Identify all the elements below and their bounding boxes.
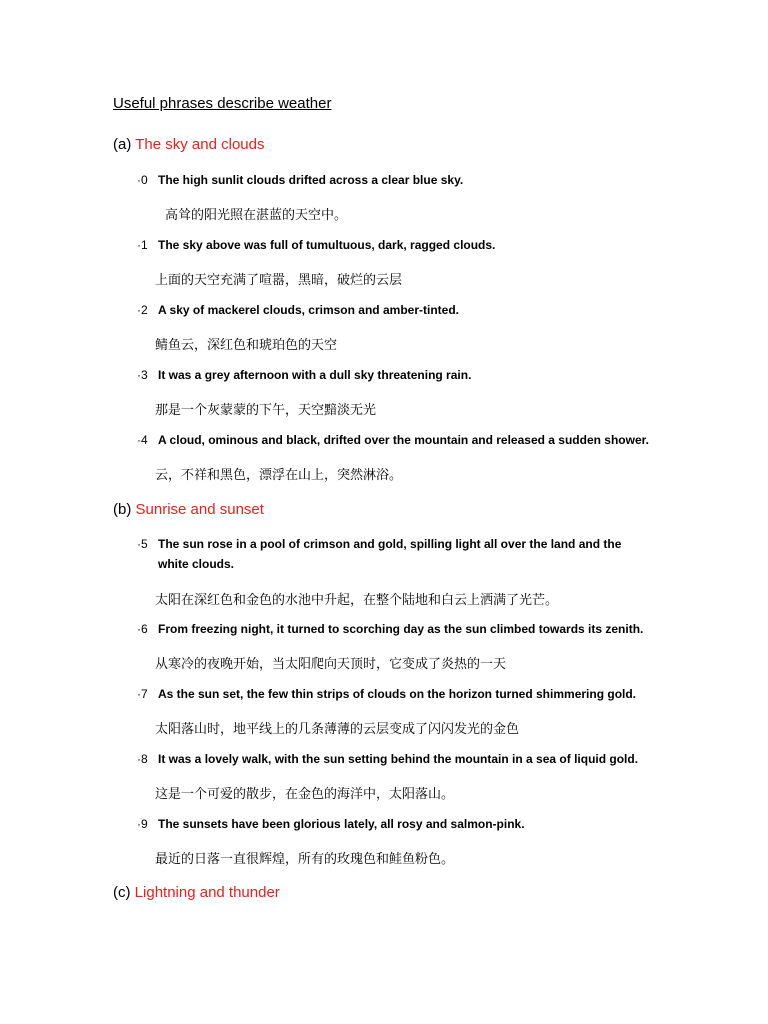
item-chinese: 这是一个可爱的散步，在金色的海洋中，太阳落山。 — [155, 787, 455, 802]
item-number: ·0 — [137, 173, 148, 187]
item-english: A cloud, ominous and black, drifted over the mountain and released a sudden shower. — [158, 433, 649, 447]
document-title: Useful phrases describe weather — [113, 95, 332, 112]
item-chinese: 那是一个灰蒙蒙的下午，天空黯淡无光 — [155, 403, 377, 418]
section-letter: (a) — [113, 136, 132, 153]
item-english: As the sun set, the few thin strips of clouds on the horizon turned shimmering gold. — [158, 687, 637, 701]
item-english: The sunsets have been glorious lately, all rosy and salmon-pink. — [158, 817, 525, 831]
item-number: ·3 — [137, 368, 148, 382]
section-letter: (c) — [113, 884, 131, 901]
section-name: The sky and clouds — [135, 136, 265, 153]
section-heading-a — [113, 136, 265, 153]
item-english: The sky above was full of tumultuous, dark, ragged clouds. — [158, 238, 496, 252]
item-number: ·9 — [137, 817, 148, 831]
item-chinese: 云，不祥和黑色，漂浮在山上，突然淋浴。 — [155, 468, 403, 483]
item-chinese: 上面的天空充满了喧嚣，黑暗，破烂的云层 — [155, 273, 403, 288]
section-letter: (b) — [113, 501, 132, 518]
item-number: ·6 — [137, 622, 148, 636]
item-chinese: 太阳落山时，地平线上的几条薄薄的云层变成了闪闪发光的金色 — [155, 722, 520, 737]
item-number: ·2 — [137, 303, 148, 317]
item-number: ·5 — [137, 537, 148, 551]
item-chinese: 最近的日落一直很辉煌，所有的玫瑰色和鲑鱼粉色。 — [155, 852, 455, 867]
item-number: ·4 — [137, 433, 148, 447]
item-chinese: 高耸的阳光照在湛蓝的天空中。 — [165, 208, 348, 223]
item-number: ·7 — [137, 687, 148, 701]
item-english: The sun rose in a pool of crimson and gold, spilling light all over the land and the white clouds. — [158, 537, 622, 571]
section-heading-c — [113, 884, 280, 901]
item-chinese: 鲭鱼云，深红色和琥珀色的天空 — [155, 338, 338, 353]
item-english: From freezing night, it turned to scorching day as the sun climbed towards its zenith. — [158, 622, 644, 636]
item-number: ·8 — [137, 752, 148, 766]
section-heading-b — [113, 501, 264, 518]
item-english: It was a lovely walk, with the sun setting behind the mountain in a sea of liquid gold. — [158, 752, 639, 766]
item-english: It was a grey afternoon with a dull sky threatening rain. — [158, 368, 472, 382]
item-english: The high sunlit clouds drifted across a clear blue sky. — [158, 173, 464, 187]
item-english: A sky of mackerel clouds, crimson and amber-tinted. — [158, 303, 459, 317]
item-chinese: 从寒冷的夜晚开始，当太阳爬向天顶时，它变成了炎热的一天 — [155, 657, 507, 672]
section-name: Sunrise and sunset — [135, 501, 264, 518]
section-name: Lightning and thunder — [134, 884, 280, 901]
item-chinese: 太阳在深红色和金色的水池中升起，在整个陆地和白云上洒满了光芒。 — [155, 593, 559, 608]
item-number: ·1 — [137, 238, 148, 252]
